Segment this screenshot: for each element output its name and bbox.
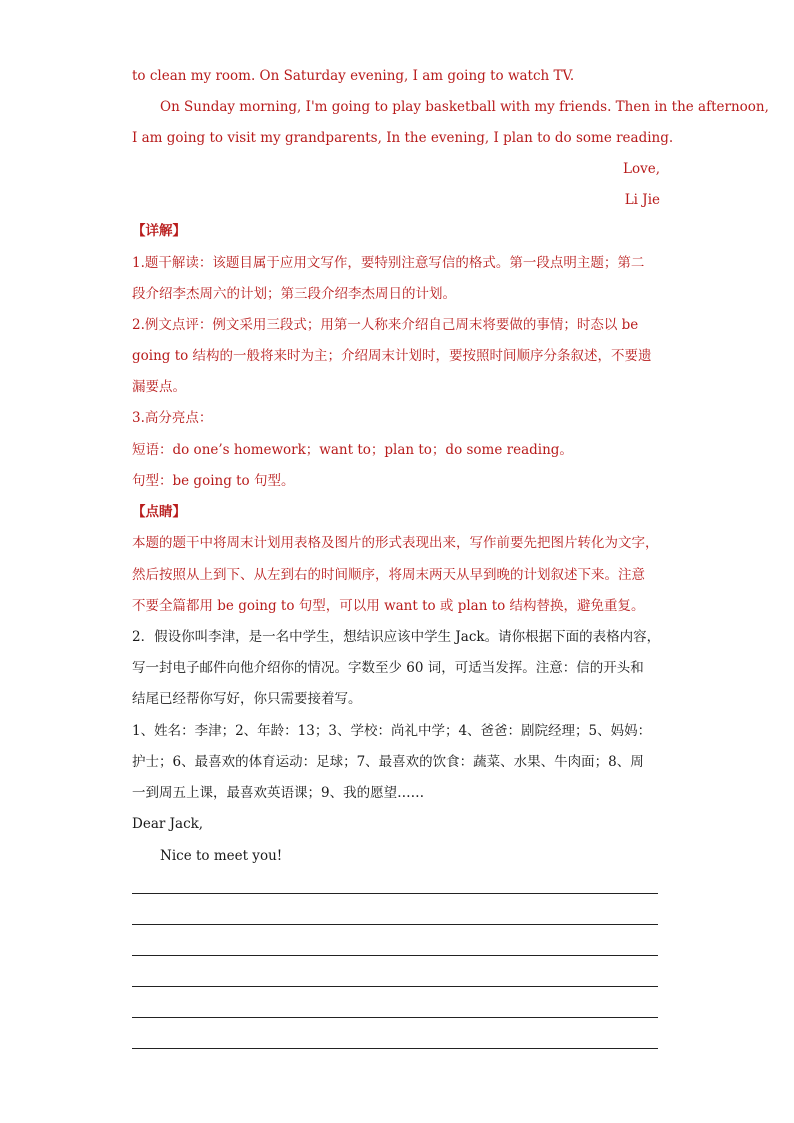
tips-line-2: 然后按照从上到下、从左到右的时间顺序，将周末两天从早到晚的计划叙述下来。注意 [132,567,645,583]
letter-line-3: I am going to visit my grandparents, In the evening, I plan to do some reading. [132,130,674,146]
answer-rule [132,1048,658,1049]
question-line-1: 2．假设你叫李津，是一名中学生，想结识应该中学生 Jack。请你根据下面的表格内容， [132,629,661,645]
letter-line-2: On Sunday morning, I'm going to play basketball with my friends. Then in the afternoon, [160,99,769,115]
answer-rule [132,1017,658,1018]
letter-line-1: to clean my room. On Saturday evening, I am going to watch TV. [132,68,575,84]
tips-line-1: 本题的题干中将周末计划用表格及图片的形式表现出来，写作前要先把图片转化为文字， [132,535,659,551]
letter-closing: Love, [623,161,660,177]
info-line-2: 护士；6、最喜欢的体育运动：足球；7、最喜欢的饮食：蔬菜、水果、牛肉面；8、周 [132,754,644,770]
tips-line-3: 不要全篇都用 be going to 句型，可以用 want to 或 plan to 结构替换，避免重复。 [132,598,645,614]
explanation-line-5: 漏要点。 [132,379,186,395]
section-heading-explanation: 【详解】 [132,223,186,239]
explanation-line-2: 段介绍李杰周六的计划；第三段介绍李杰周日的计划。 [132,286,456,302]
letter-signature: Li Jie [624,192,660,208]
letter-salutation: Dear Jack, [132,816,204,832]
question-line-3: 结尾已经帮你写好，你只需要接着写。 [132,691,362,707]
answer-rule [132,924,658,925]
explanation-line-7: 短语：do one’s homework；want to；plan to；do some reading。 [132,442,573,458]
explanation-line-8: 句型：be going to 句型。 [132,473,295,489]
explanation-line-3: 2.例文点评：例文采用三段式；用第一人称来介绍自己周末将要做的事情；时态以 be [132,317,639,333]
letter-opening: Nice to meet you! [160,848,283,864]
answer-rule [132,986,658,987]
question-line-2: 写一封电子邮件向他介绍你的情况。字数至少 60 词，可适当发挥。注意：信的开头和 [132,660,644,676]
explanation-line-1: 1.题干解读：该题目属于应用文写作，要特别注意写信的格式。第一段点明主题；第二 [132,255,645,271]
info-line-1: 1、姓名：李津；2、年龄：13；3、学校：尚礼中学；4、爸爸：剧院经理；5、妈妈： [132,723,652,739]
explanation-line-6: 3.高分亮点： [132,410,213,426]
info-line-3: 一到周五上课，最喜欢英语课；9、我的愿望…… [132,785,425,801]
section-heading-tips: 【点睛】 [132,504,186,520]
answer-rule [132,893,658,894]
explanation-line-4: going to 结构的一般将来时为主；介绍周末计划时，要按照时间顺序分条叙述，不要遗 [132,348,652,364]
answer-rule [132,955,658,956]
